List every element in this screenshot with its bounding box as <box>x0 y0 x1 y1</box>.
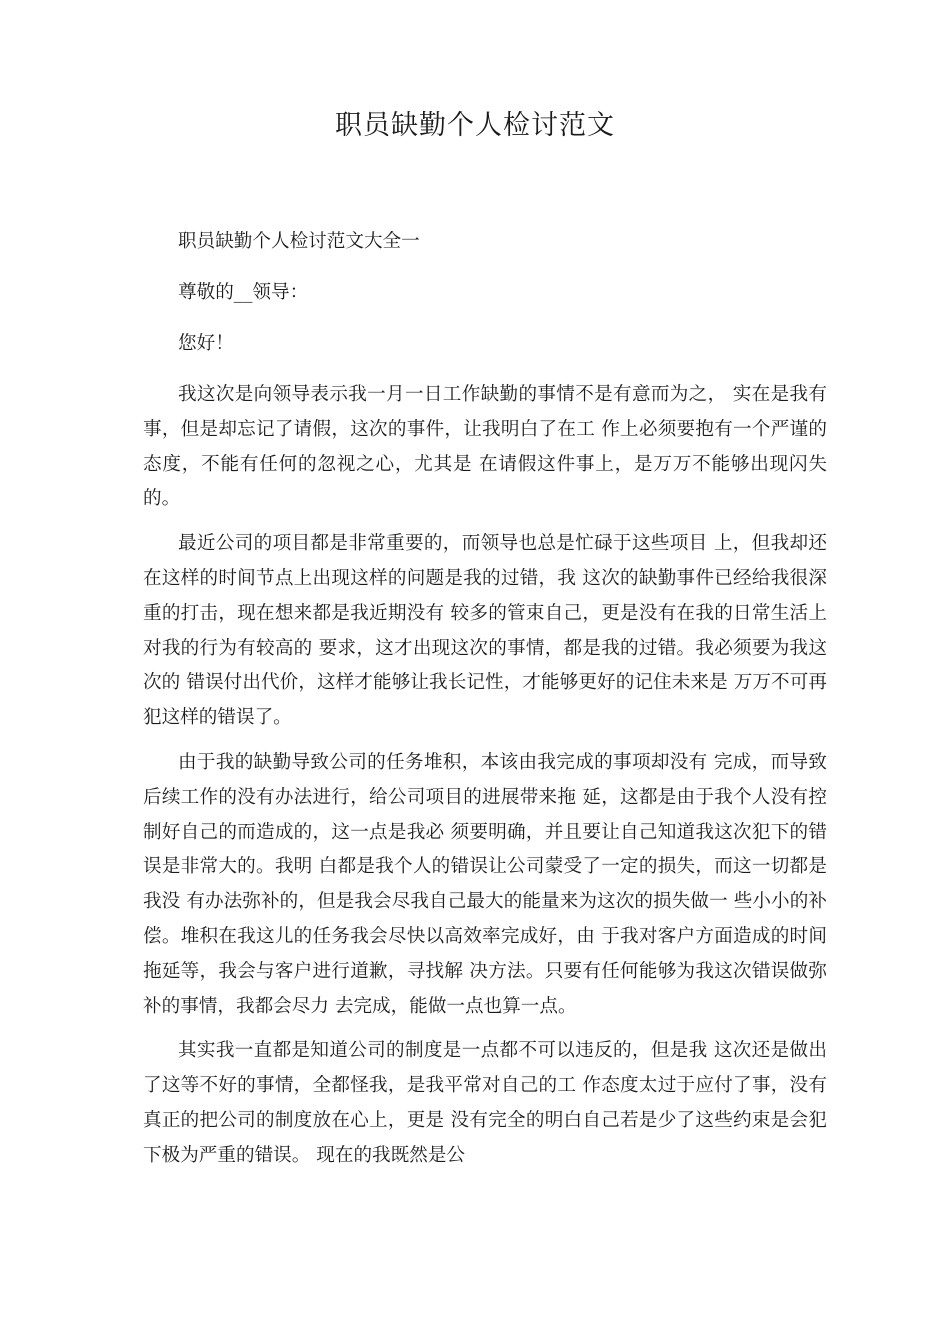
paragraph: 我这次是向领导表示我一月一日工作缺勤的事情不是有意而为之， 实在是我有事，但是却忘记了请假，这次的事件，让我明白了在工 作上必须要抱有一个严谨的态度，不能有任何的忽视之心，尤其是 在请假这件事上，是万万不能够出现闪失的。 <box>143 384 827 510</box>
paragraph: 其实我一直都是知道公司的制度是一点都不可以违反的，但是我 这次还是做出了这等不好的事情，全都怪我，是我平常对自己的工 作态度太过于应付了事，没有真正的把公司的制度放在心上，更是 没有完全的明白自己若是少了这些约束是会犯下极为严重的错误。 现在的我既然是公 <box>143 1040 827 1166</box>
document-title: 职员缺勤个人检讨范文 <box>335 110 615 141</box>
salutation: 尊敬的__领导： <box>178 282 309 303</box>
greeting: 您好！ <box>178 333 234 354</box>
document-subtitle: 职员缺勤个人检讨范文大全一 <box>178 231 420 252</box>
document-body <box>143 225 827 1184</box>
paragraph: 由于我的缺勤导致公司的任务堆积，本该由我完成的事项却没有 完成，而导致后续工作的没有办法进行，给公司项目的进展带来拖 延，这都是由于我个人没有控制好自己的而造成的，这一点是我必 须要明确，并且要让自己知道我这次犯下的错误是非常大的。我明 白都是我个人的错误让公司蒙受了一定的损失，而这一切都是我没 有办法弥补的，但是我会尽我自己最大的能量来为这次的损失做一 些小小的补偿。堆积在我这儿的任务我会尽快以高效率完成好，由 于我对客户方面造成的时间拖延等，我会与客户进行道歉，寻找解 决方法。只要有任何能够为我这次错误做弥补的事情，我都会尽力 去完成，能做一点也算一点。 <box>143 751 827 1017</box>
paragraph: 最近公司的项目都是非常重要的，而领导也总是忙碌于这些项目 上，但我却还在这样的时间节点上出现这样的问题是我的过错，我 这次的缺勤事件已经给我很深重的打击，现在想来都是我近期没有 较多的管束自己，更是没有在我的日常生活上对我的行为有较高的 要求，这才出现这次的事情，都是我的过错。我必须要为我这次的 错误付出代价，这样才能够让我长记性，才能够更好的记住未来是 万万不可再犯这样的错误了。 <box>143 533 827 729</box>
